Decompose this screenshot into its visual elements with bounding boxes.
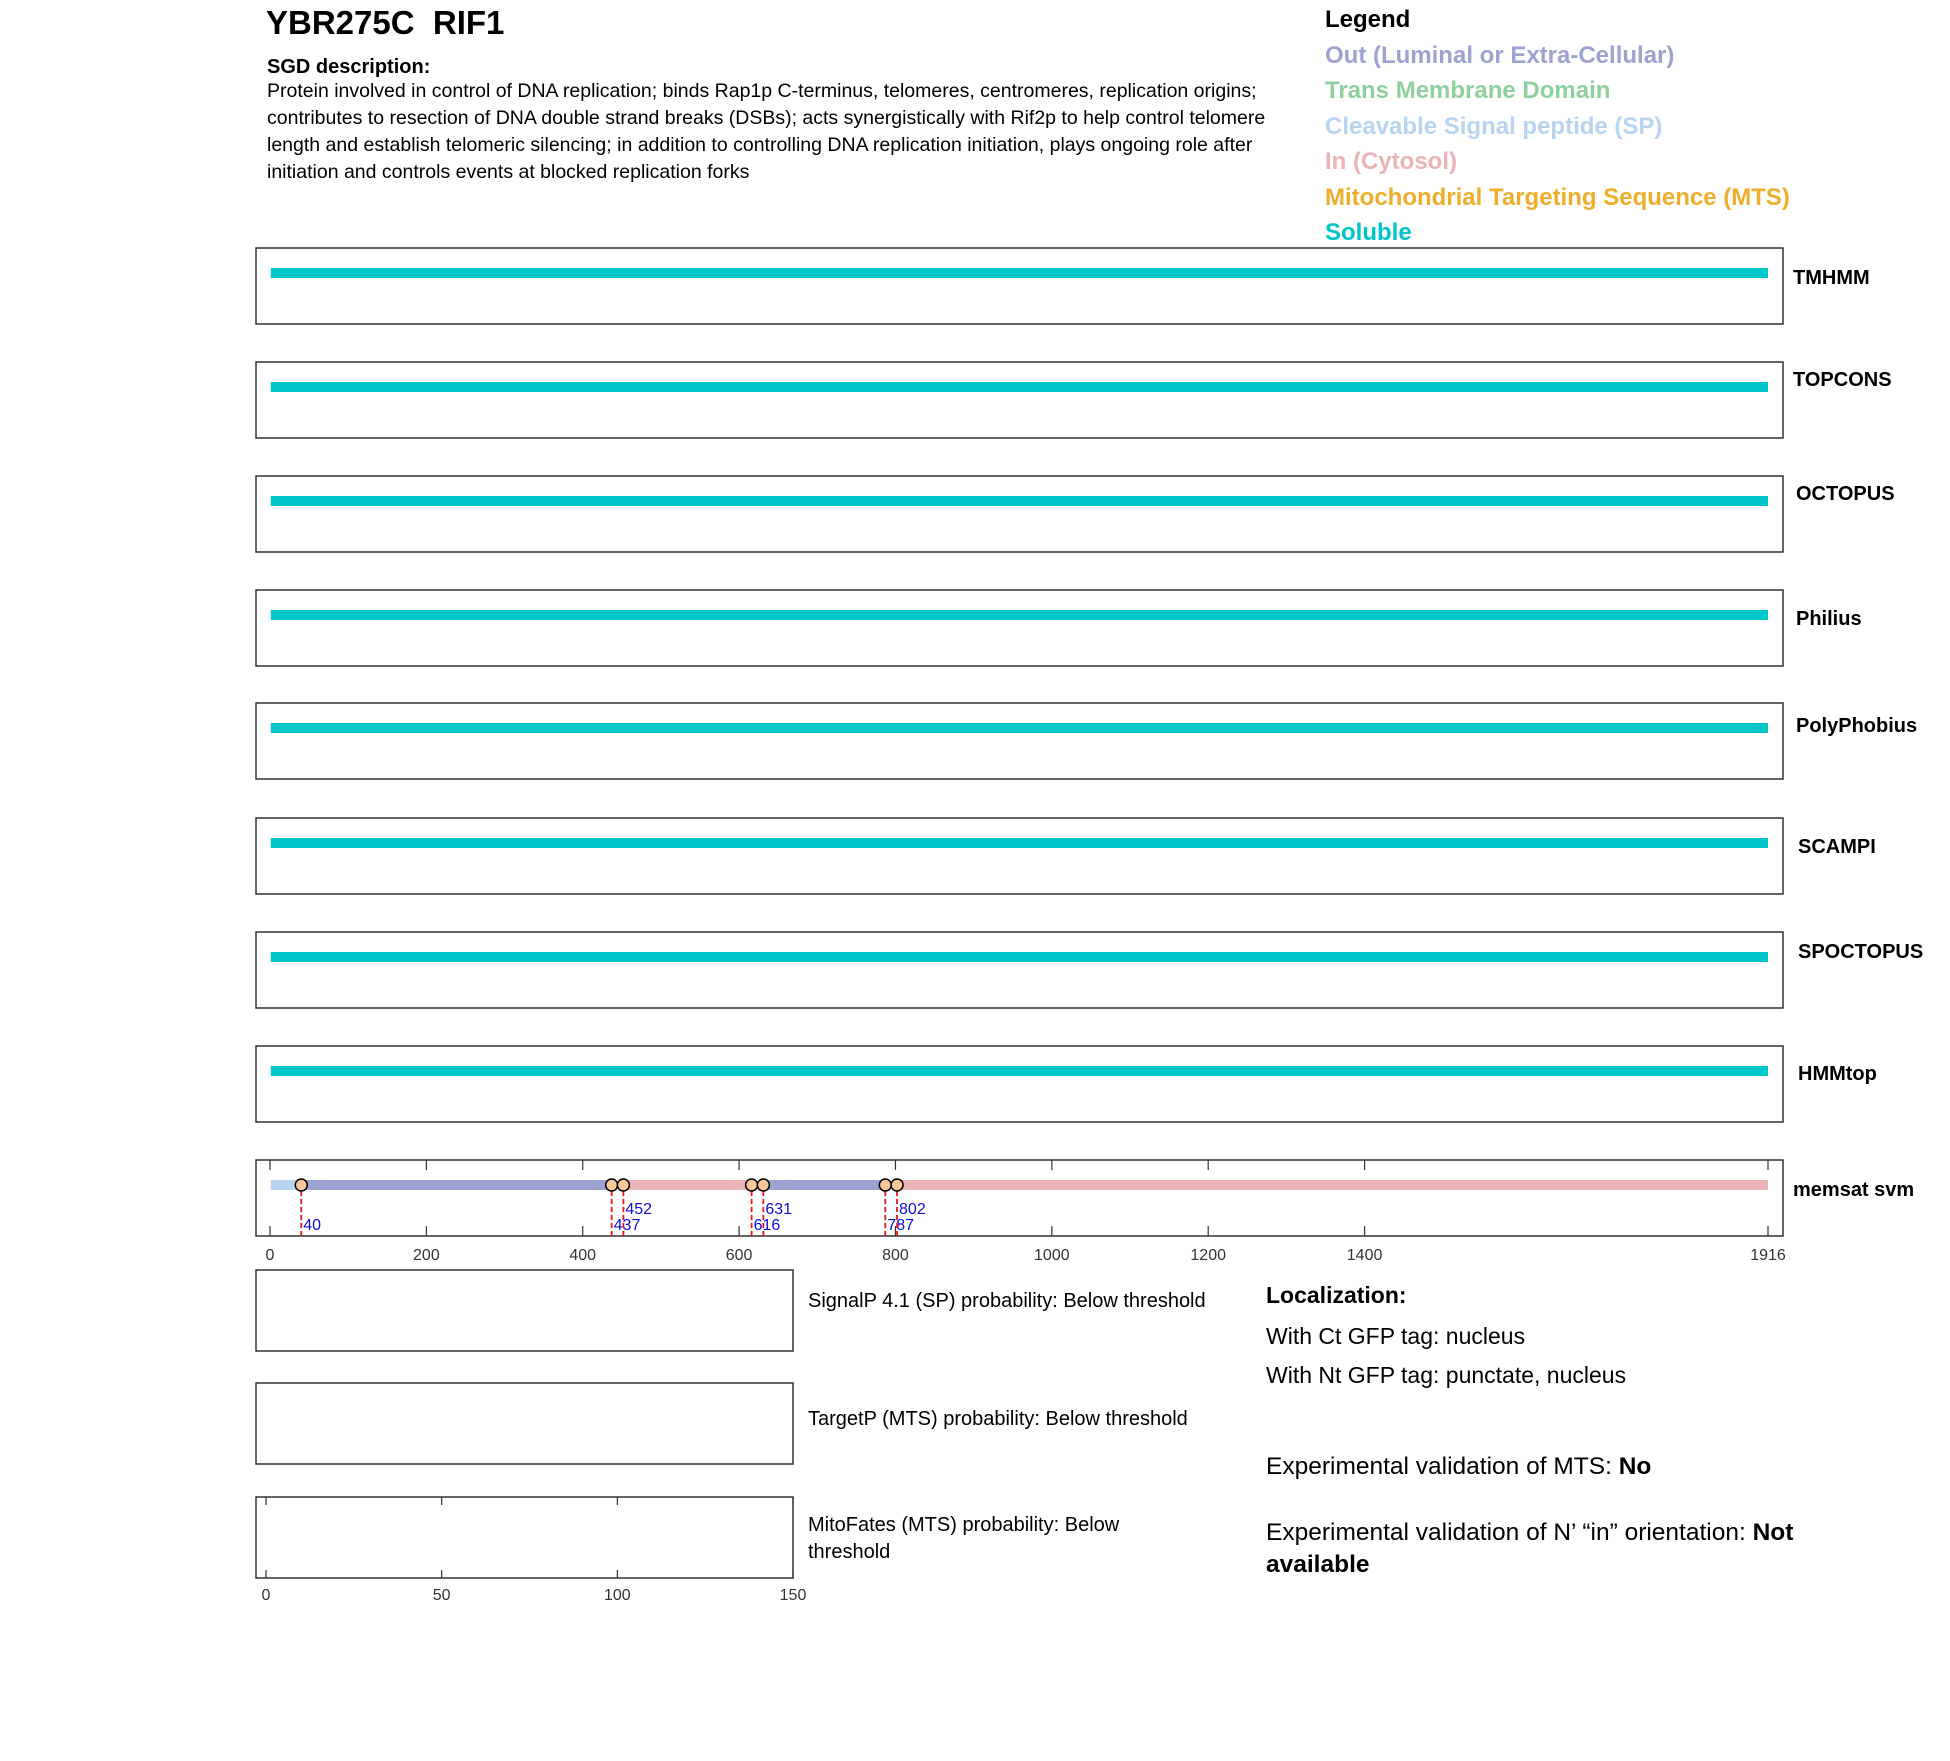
track-panel-octopus	[256, 476, 1783, 552]
exp-validation-orientation-value: Not available	[1266, 1519, 1794, 1578]
marker-label-437: 437	[613, 1217, 641, 1234]
track-label-memsat-svm: memsat svm	[1793, 1179, 1915, 1201]
track-panel-memsat-svm	[256, 1160, 1783, 1236]
marker-dot-787	[879, 1179, 891, 1191]
prob-panel-mitofates	[256, 1497, 793, 1578]
marker-dot-616	[746, 1179, 758, 1191]
targetp-probability-label: TargetP (MTS) probability: Below threshold	[808, 1408, 1188, 1430]
localization-section	[1266, 1282, 1866, 1581]
legend-title: Legend	[1325, 6, 1411, 33]
marker-dot-437	[606, 1179, 618, 1191]
x-tick-label-0: 0	[265, 1247, 275, 1264]
ct-gfp-localization: With Ct GFP tag: nucleus	[1266, 1323, 1526, 1349]
legend-item-in-cytosol: In (Cytosol)	[1325, 148, 1457, 175]
legend-item-signal-peptide: Cleavable Signal peptide (SP)	[1325, 112, 1663, 140]
legend-item-out: Out (Luminal or Extra-Cellular)	[1325, 41, 1675, 69]
track-panel-philius	[256, 590, 1783, 666]
exp-validation-orientation-prefix: Experimental validation of N’ “in” orientation:	[1266, 1519, 1753, 1546]
mitofates-probability-label: MitoFates (MTS) probability: Below threshold	[808, 1514, 1120, 1563]
track-label-topcons: TOPCONS	[1793, 369, 1892, 391]
marker-dot-40	[295, 1179, 307, 1191]
marker-label-787: 787	[887, 1217, 915, 1234]
legend-item-mts: Mitochondrial Targeting Sequence (MTS)	[1325, 183, 1790, 211]
page-title: YBR275C RIF1	[266, 4, 505, 41]
prob-panel-signalp	[256, 1270, 793, 1351]
marker-label-40: 40	[303, 1217, 322, 1234]
track-label-tmhmm: TMHMM	[1793, 267, 1870, 289]
track-label-octopus: OCTOPUS	[1796, 483, 1895, 505]
marker-label-616: 616	[753, 1217, 781, 1234]
prob-tick-label-3: 150	[779, 1587, 807, 1604]
prob-panel-targetp	[256, 1383, 793, 1464]
legend-item-transmembrane: Trans Membrane Domain	[1325, 77, 1611, 104]
prob-tick-label-2: 100	[603, 1587, 631, 1604]
prob-tick-label-1: 50	[432, 1587, 451, 1604]
x-tick-label-2: 400	[569, 1247, 597, 1264]
track-panel-polyphobius	[256, 703, 1783, 779]
sgd-description-label: SGD description:	[267, 56, 431, 78]
marker-dot-452	[617, 1179, 629, 1191]
nt-gfp-localization: With Nt GFP tag: punctate, nucleus	[1266, 1362, 1627, 1388]
track-label-polyphobius: PolyPhobius	[1796, 715, 1918, 737]
x-tick-label-4: 800	[882, 1247, 909, 1264]
prob-tick-label-0: 0	[261, 1587, 271, 1604]
marker-dot-802	[891, 1179, 903, 1191]
x-tick-label-7: 1400	[1346, 1247, 1383, 1264]
marker-label-452: 452	[625, 1201, 653, 1218]
track-panel-scampi	[256, 818, 1783, 894]
exp-validation-mts	[1266, 1451, 1866, 1483]
track-panel-tmhmm	[256, 248, 1783, 324]
x-tick-label-6: 1200	[1190, 1247, 1227, 1264]
marker-label-802: 802	[899, 1201, 926, 1218]
exp-validation-orientation	[1266, 1517, 1846, 1581]
track-panel-topcons	[256, 362, 1783, 438]
marker-label-631: 631	[765, 1201, 793, 1218]
x-tick-label-1: 200	[413, 1247, 440, 1264]
track-panel-hmmtop	[256, 1046, 1783, 1122]
track-label-scampi: SCAMPI	[1798, 836, 1876, 858]
legend-item-soluble: Soluble	[1325, 219, 1412, 246]
track-label-philius: Philius	[1796, 608, 1862, 630]
track-panel-spoctopus	[256, 932, 1783, 1008]
track-label-hmmtop: HMMtop	[1798, 1063, 1877, 1085]
x-tick-label-8: 1916	[1750, 1247, 1786, 1264]
x-tick-label-5: 1000	[1034, 1247, 1070, 1264]
exp-validation-mts-value: No	[1618, 1453, 1652, 1480]
track-label-spoctopus: SPOCTOPUS	[1798, 941, 1924, 963]
localization-title: Localization:	[1266, 1282, 1407, 1308]
sgd-description-text: Protein involved in control of DNA replication; binds Rap1p C-terminus, telomeres, centromeres, replication origins; contributes to resection of DNA double strand breaks (DSBs); acts synergistically with Rif2p to help control telomere length and establish telomeric silencing; in addition to controlling DNA replication initiation, plays ongoing role after initiation and controls events at blocked replication forks	[267, 80, 1266, 183]
signalp-probability-label: SignalP 4.1 (SP) probability: Below threshold	[808, 1290, 1206, 1312]
marker-dot-631	[757, 1179, 769, 1191]
exp-validation-mts-prefix: Experimental validation of MTS:	[1266, 1453, 1619, 1480]
x-tick-label-3: 600	[725, 1247, 753, 1264]
